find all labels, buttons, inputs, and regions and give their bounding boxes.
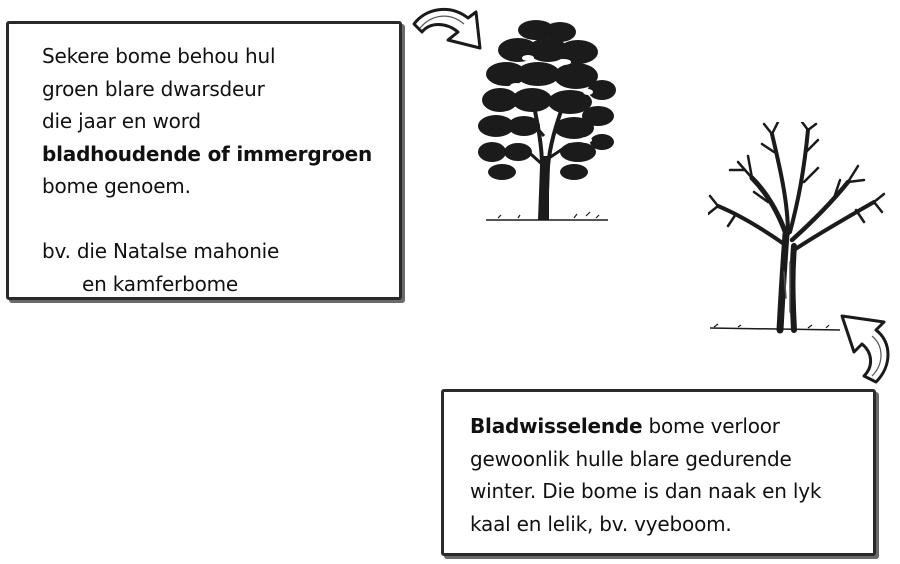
evergreen-term: bladhoudende of immergroen [42, 141, 373, 166]
deciduous-info-box [441, 389, 876, 556]
evergreen-text [42, 40, 383, 300]
evergreen-line-3: die jaar en word [42, 109, 201, 134]
evergreen-example-1: bv. die Natalse mahonie [42, 238, 280, 263]
deciduous-text [470, 410, 861, 540]
evergreen-line-1: Sekere bome behou hul [42, 44, 276, 68]
evergreen-tree-icon [478, 16, 618, 228]
evergreen-example-2: en kamferbome [82, 271, 238, 296]
deciduous-line-3: winter. Die bome is dan naak en lyk [470, 479, 822, 504]
curved-arrow-icon [832, 306, 896, 386]
deciduous-line-2: gewoonlik hulle blare gedurende [470, 446, 792, 471]
evergreen-info-box [6, 21, 402, 300]
evergreen-line-2: groen blare dwarsdeur [42, 76, 265, 101]
deciduous-line-1-rest: bome verloor [642, 414, 780, 438]
deciduous-term: Bladwisselende [470, 414, 643, 438]
deciduous-line-4: kaal en lelik, bv. vyeboom. [470, 511, 732, 536]
deciduous-line-1 [470, 410, 861, 443]
bare-tree-icon [708, 122, 886, 336]
evergreen-line-after: bome genoem. [42, 174, 191, 199]
